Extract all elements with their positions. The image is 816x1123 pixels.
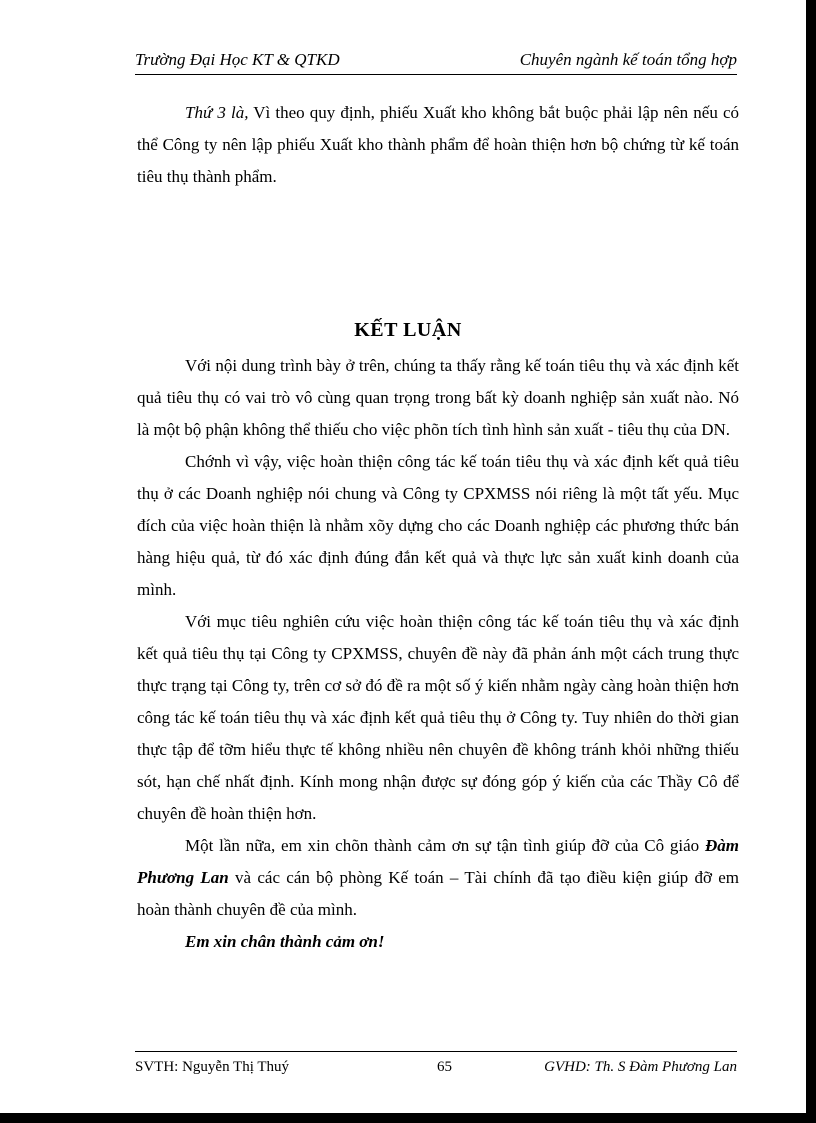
p4-after: và các cán bộ phòng Kế toán – Tài chính đã tạo điều kiện giúp đỡ em hoàn thành chuyên đề của mình. xyxy=(137,868,739,919)
conclusion-section xyxy=(137,350,739,958)
page-number: 65 xyxy=(437,1059,452,1075)
thanks-line: Em xin chân thành cảm ơn! xyxy=(185,932,385,951)
p4-before: Một lần nữa, em xin chõn thành cảm ơn sự tận tình giúp đỡ của Cô giáo xyxy=(185,836,705,855)
conclusion-paragraph-2: Chớnh vì vậy, việc hoàn thiện công tác kế toán tiêu thụ và xác định kết quả tiêu thụ ở các Doanh nghiệp nói chung và Công ty CPXMSS nói riêng là một tất yếu. Mục đích của việc hoàn thiện là nhằm xõy dựng cho các Doanh nghiệp các phương thức bán hàng hiệu quả, từ đó xác định đúng đắn kết quả và thực lực sản xuất kinh doanh của mình. xyxy=(137,452,739,599)
footer-advisor: GVHD: Th. S Đàm Phương Lan xyxy=(544,1059,737,1075)
page-header xyxy=(135,48,737,75)
conclusion-title: KẾT LUẬN xyxy=(354,319,462,341)
header-major: Chuyên ngành kế toán tổng hợp xyxy=(519,50,737,69)
intro-lead: Thứ 3 là, xyxy=(185,103,249,122)
conclusion-paragraph-4 xyxy=(137,830,739,926)
conclusion-paragraph-1: Với nội dung trình bày ở trên, chúng ta thấy rằng kế toán tiêu thụ và xác định kết quả tiêu thụ có vai trò vô cùng quan trọng trong bất kỳ doanh nghiệp sản xuất nào. Nó là một bộ phận không thể thiếu cho việc phõn tích tình hình sản xuất - tiêu thụ của DN. xyxy=(137,356,739,439)
intro-section xyxy=(137,97,739,193)
footer-student: SVTH: Nguyễn Thị Thuý xyxy=(135,1059,290,1075)
intro-text: Vì theo quy định, phiếu Xuất kho không bắt buộc phải lập nên nếu có thể Công ty nên lập phiếu Xuất kho thành phẩm để hoàn thiện hơn bộ chứng từ kế toán tiêu thụ thành phẩm. xyxy=(137,103,739,186)
conclusion-paragraph-3: Với mục tiêu nghiên cứu việc hoàn thiện công tác kế toán tiêu thụ và xác định kết quả tiêu thụ tại Công ty CPXMSS, chuyên đề này đã phản ánh một cách trung thực thực trạng tại Công ty, trên cơ sở đó đề ra một số ý kiến nhằm ngày càng hoàn thiện hơn công tác kế toán tiêu thụ và xác định kết quả tiêu thụ ở Công ty. Tuy nhiên do thời gian thực tập để tỡm hiểu thực tế không nhiều nên chuyên đề không tránh khỏi những thiếu sót, hạn chế nhất định. Kính mong nhận được sự đóng góp ý kiến của các Thầy Cô để chuyên đề hoàn thiện hơn. xyxy=(137,612,739,823)
advisor-name: Đàm Phương Lan xyxy=(137,836,739,887)
header-school: Trường Đại Học KT & QTKD xyxy=(135,50,340,69)
intro-paragraph xyxy=(137,97,739,193)
page-footer xyxy=(135,1051,737,1076)
